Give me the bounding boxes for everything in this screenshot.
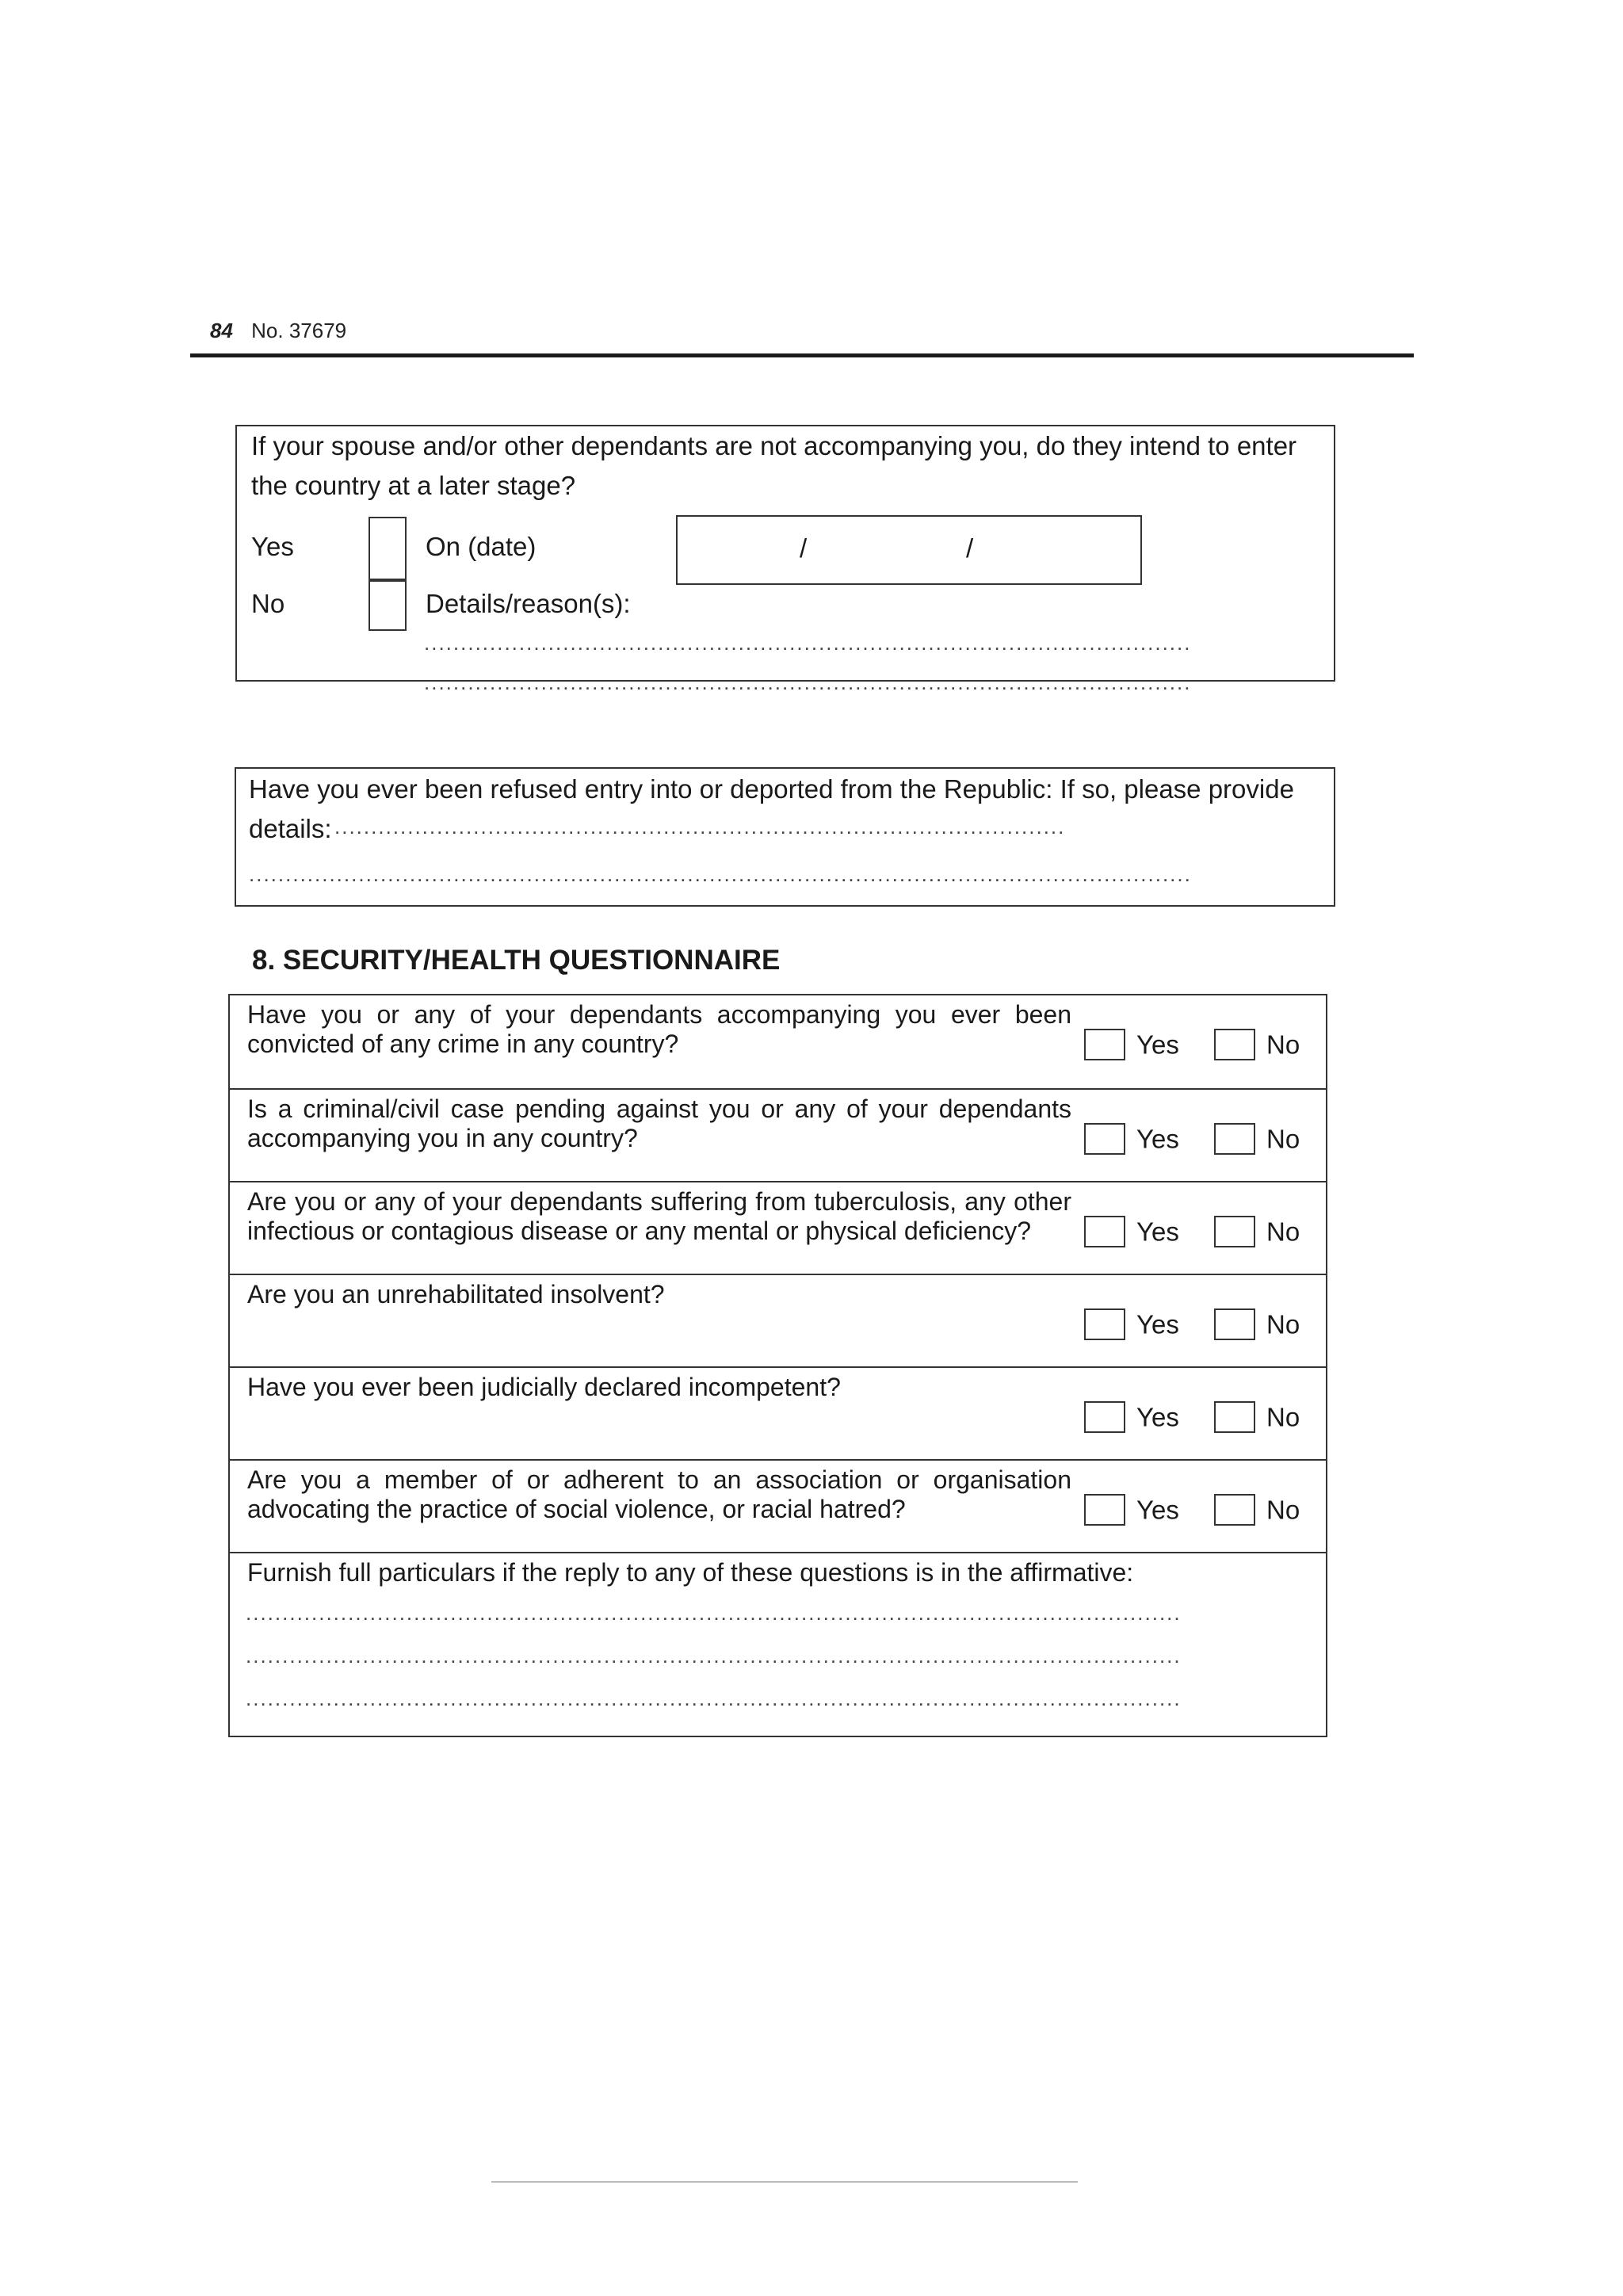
question-text: Are you a member of or adherent to an association or organisation advocating the practice of social violence, or racial hatred? xyxy=(247,1465,1071,1523)
refused-details-line-1[interactable]: .................................................................................................... xyxy=(334,815,1066,839)
details-reasons-label: Details/reason(s): xyxy=(426,589,631,618)
yes-checkbox[interactable] xyxy=(1084,1494,1125,1526)
details-line-1[interactable]: ......................................................................................................... xyxy=(424,631,1192,655)
on-date-label: On (date) xyxy=(426,532,537,561)
gazette-number: No. 37679 xyxy=(251,319,347,342)
yes-label: Yes xyxy=(1136,1495,1179,1525)
page-header xyxy=(210,319,346,343)
yes-label: Yes xyxy=(1136,1124,1179,1154)
no-option[interactable] xyxy=(1214,1492,1300,1526)
yes-checkbox[interactable] xyxy=(1084,1029,1125,1060)
no-option[interactable] xyxy=(1214,1307,1300,1340)
yes-option[interactable] xyxy=(1084,1492,1179,1526)
refused-details-label: details: xyxy=(249,814,332,843)
no-checkbox[interactable] xyxy=(1214,1216,1255,1247)
no-option[interactable] xyxy=(1214,1400,1300,1433)
no-label: No xyxy=(1266,1217,1300,1247)
question-text: Have you or any of your dependants accompanying you ever been convicted of any crime in any country? xyxy=(247,1000,1071,1058)
dependants-yes-checkbox[interactable] xyxy=(369,517,407,580)
refused-entry-question: Have you ever been refused entry into or deported from the Republic: If so, please provide xyxy=(249,774,1294,804)
no-label: No xyxy=(1266,1402,1300,1432)
yes-option[interactable] xyxy=(1084,1307,1179,1340)
date-separator-2: / xyxy=(966,533,974,563)
section-title: 8. SECURITY/HEALTH QUESTIONNAIRE xyxy=(252,945,781,976)
yes-checkbox[interactable] xyxy=(1084,1308,1125,1340)
yes-checkbox[interactable] xyxy=(1084,1216,1125,1247)
particulars-line-3[interactable]: ................................................................................................................................ xyxy=(246,1687,1182,1710)
date-input[interactable] xyxy=(676,515,1142,585)
no-checkbox[interactable] xyxy=(1214,1123,1255,1155)
header-rule xyxy=(190,353,1414,357)
yes-label: Yes xyxy=(1136,1217,1179,1247)
question-row xyxy=(230,1366,1326,1459)
dependants-box xyxy=(235,425,1335,694)
question-row xyxy=(230,1459,1326,1552)
page-number: 84 xyxy=(210,319,233,342)
yes-option[interactable] xyxy=(1084,1027,1179,1060)
date-separator-1: / xyxy=(800,533,808,563)
dependants-question: If your spouse and/or other dependants are not accompanying you, do they intend to enter the country at a later stage? xyxy=(251,431,1297,500)
question-row xyxy=(230,995,1326,1088)
yes-option[interactable] xyxy=(1084,1121,1179,1155)
yes-option[interactable] xyxy=(1084,1214,1179,1247)
refused-details-line-2[interactable]: ................................................................................................................................. xyxy=(249,862,1192,886)
no-checkbox[interactable] xyxy=(1214,1029,1255,1060)
no-checkbox[interactable] xyxy=(1214,1308,1255,1340)
no-option[interactable] xyxy=(1214,1214,1300,1247)
no-option[interactable] xyxy=(1214,1121,1300,1155)
details-line-2[interactable]: ......................................................................................................... xyxy=(424,670,1192,694)
question-text: Are you or any of your dependants suffering from tuberculosis, any other infectious or contagious disease or any mental or physical deficiency? xyxy=(247,1187,1071,1245)
no-checkbox[interactable] xyxy=(1214,1401,1255,1433)
no-label: No xyxy=(1266,1124,1300,1154)
question-text: Have you ever been judicially declared incompetent? xyxy=(247,1373,841,1401)
no-label: No xyxy=(1266,1030,1300,1060)
no-label: No xyxy=(1266,1309,1300,1339)
dependants-no-checkbox[interactable] xyxy=(369,580,407,631)
furnish-particulars-row xyxy=(230,1552,1326,1736)
particulars-line-2[interactable]: ................................................................................................................................ xyxy=(246,1644,1182,1668)
no-checkbox[interactable] xyxy=(1214,1494,1255,1526)
question-text: Is a criminal/civil case pending against you or any of your dependants accompanying you in any country? xyxy=(247,1095,1071,1152)
yes-label: Yes xyxy=(1136,1309,1179,1339)
scan-artifact-line xyxy=(491,2181,1078,2183)
no-option[interactable] xyxy=(1214,1027,1300,1060)
dependants-no-label: No xyxy=(251,589,285,618)
yes-label: Yes xyxy=(1136,1402,1179,1432)
yes-checkbox[interactable] xyxy=(1084,1123,1125,1155)
question-row xyxy=(230,1274,1326,1366)
furnish-particulars-text: Furnish full particulars if the reply to any of these questions is in the affirmative: xyxy=(247,1558,1134,1587)
security-health-table xyxy=(228,994,1327,1737)
particulars-line-1[interactable]: ................................................................................................................................ xyxy=(246,1601,1182,1625)
question-row xyxy=(230,1088,1326,1181)
dependants-yes-label: Yes xyxy=(251,532,294,561)
no-label: No xyxy=(1266,1495,1300,1525)
refused-entry-box xyxy=(235,767,1335,907)
yes-checkbox[interactable] xyxy=(1084,1401,1125,1433)
yes-option[interactable] xyxy=(1084,1400,1179,1433)
question-row xyxy=(230,1181,1326,1274)
yes-label: Yes xyxy=(1136,1030,1179,1060)
question-text: Are you an unrehabilitated insolvent? xyxy=(247,1280,665,1308)
